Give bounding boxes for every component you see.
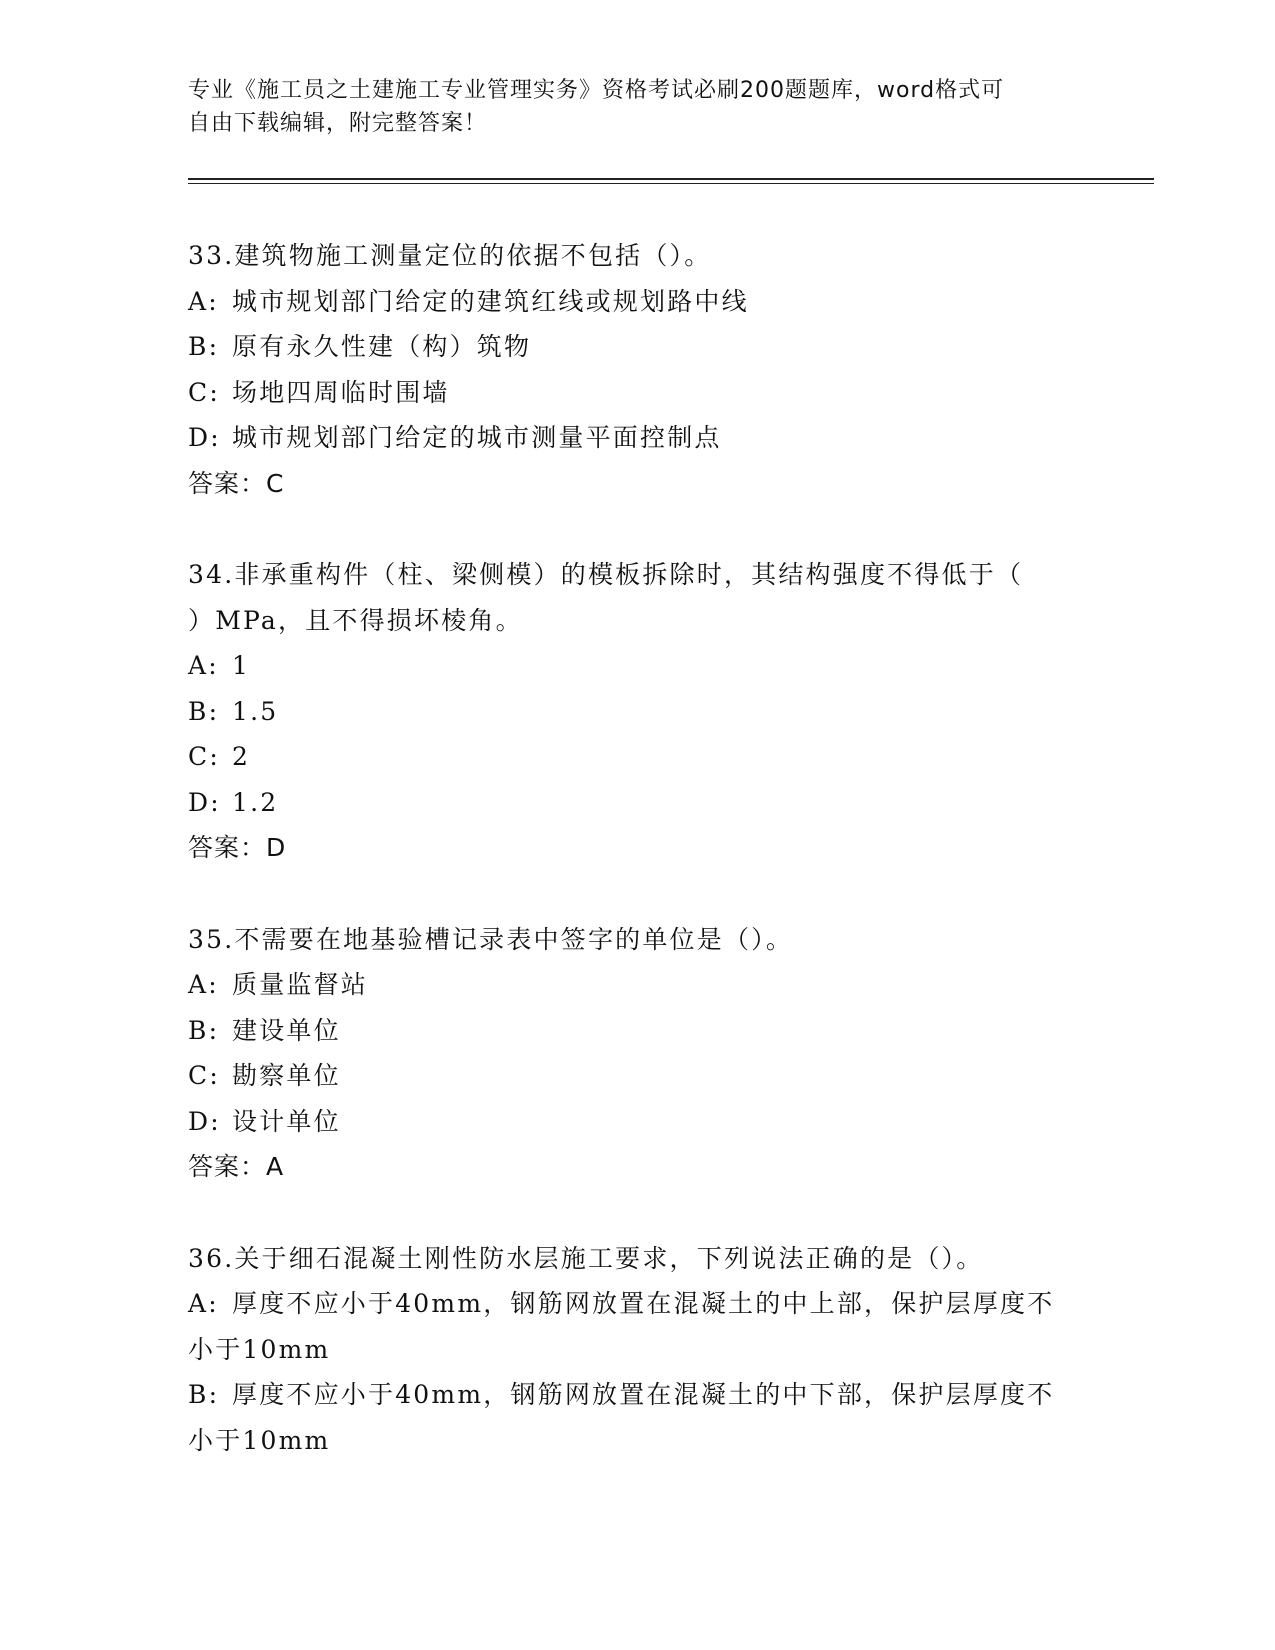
question-34 [188,552,1088,871]
question-stem-continued: ）MPa，且不得损坏棱角。 [188,605,523,635]
option-b [188,324,1088,370]
option-label: D: [188,1106,221,1136]
option-label: B: [188,1380,220,1409]
option-label: C: [188,377,220,407]
option-label: A: [188,970,219,999]
answer-line: 答案：C [188,468,285,498]
option-a [188,1281,1088,1327]
option-a-continued: 小于10mm [188,1334,331,1364]
question-list [188,233,1088,1509]
answer-line: 答案：D [188,833,287,862]
option-b [188,1008,1088,1054]
option-a [188,643,1088,689]
option-b [188,1372,1088,1418]
question-35 [188,917,1088,1190]
header-divider-thick [188,178,1154,180]
option-text: 1.5 [232,696,279,726]
option-text: 厚度不应小于40mm，钢筋网放置在混凝土的中下部，保护层厚度不 [232,1380,1055,1409]
option-text: 1.2 [232,787,279,817]
option-text: 城市规划部门给定的建筑红线或规划路中线 [232,286,749,316]
option-text: 勘察单位 [232,1061,341,1090]
option-label: C: [188,1061,220,1090]
header-line-2: 自由下载编辑，附完整答案！ [188,111,488,136]
option-text: 厚度不应小于40mm，钢筋网放置在混凝土的中上部，保护层厚度不 [232,1289,1055,1318]
option-text: 场地四周临时围墙 [232,377,450,407]
question-stem: 35.不需要在地基验槽记录表中签字的单位是（）。 [188,924,794,954]
option-b [188,689,1088,735]
option-label: B: [188,332,220,361]
option-a [188,279,1088,325]
option-label: C: [188,742,220,771]
option-d [188,1099,1088,1145]
document-header [188,74,1088,140]
option-text: 质量监督站 [232,970,369,999]
option-label: A: [188,651,219,680]
header-divider-thin [188,183,1154,184]
option-d [188,415,1088,461]
option-text: 2 [232,742,251,771]
option-text: 建设单位 [232,1015,341,1045]
option-a [188,962,1088,1008]
option-text: 原有永久性建（构）筑物 [232,332,532,361]
question-33 [188,233,1088,506]
option-label: B: [188,1015,220,1045]
header-line-1: 专业《施工员之土建施工专业管理实务》资格考试必刷200题题库，word格式可 [188,78,1005,103]
option-c [188,734,1088,780]
option-text: 1 [232,651,251,680]
option-c [188,370,1088,416]
option-c [188,1053,1088,1099]
option-label: D: [188,423,221,452]
option-text: 设计单位 [232,1106,341,1136]
answer-line: 答案：A [188,1152,285,1181]
option-text: 城市规划部门给定的城市测量平面控制点 [232,423,722,452]
question-stem: 34.非承重构件（柱、梁侧模）的模板拆除时，其结构强度不得低于（ [188,560,1024,589]
option-d [188,780,1088,826]
question-stem: 36.关于细石混凝土刚性防水层施工要求，下列说法正确的是（）。 [188,1243,984,1273]
option-label: A: [188,1289,219,1318]
option-label: B: [188,696,220,726]
question-36 [188,1236,1088,1464]
option-label: A: [188,286,219,316]
question-stem: 33.建筑物施工测量定位的依据不包括（）。 [188,241,712,270]
option-b-continued: 小于10mm [188,1425,331,1455]
option-label: D: [188,787,221,817]
